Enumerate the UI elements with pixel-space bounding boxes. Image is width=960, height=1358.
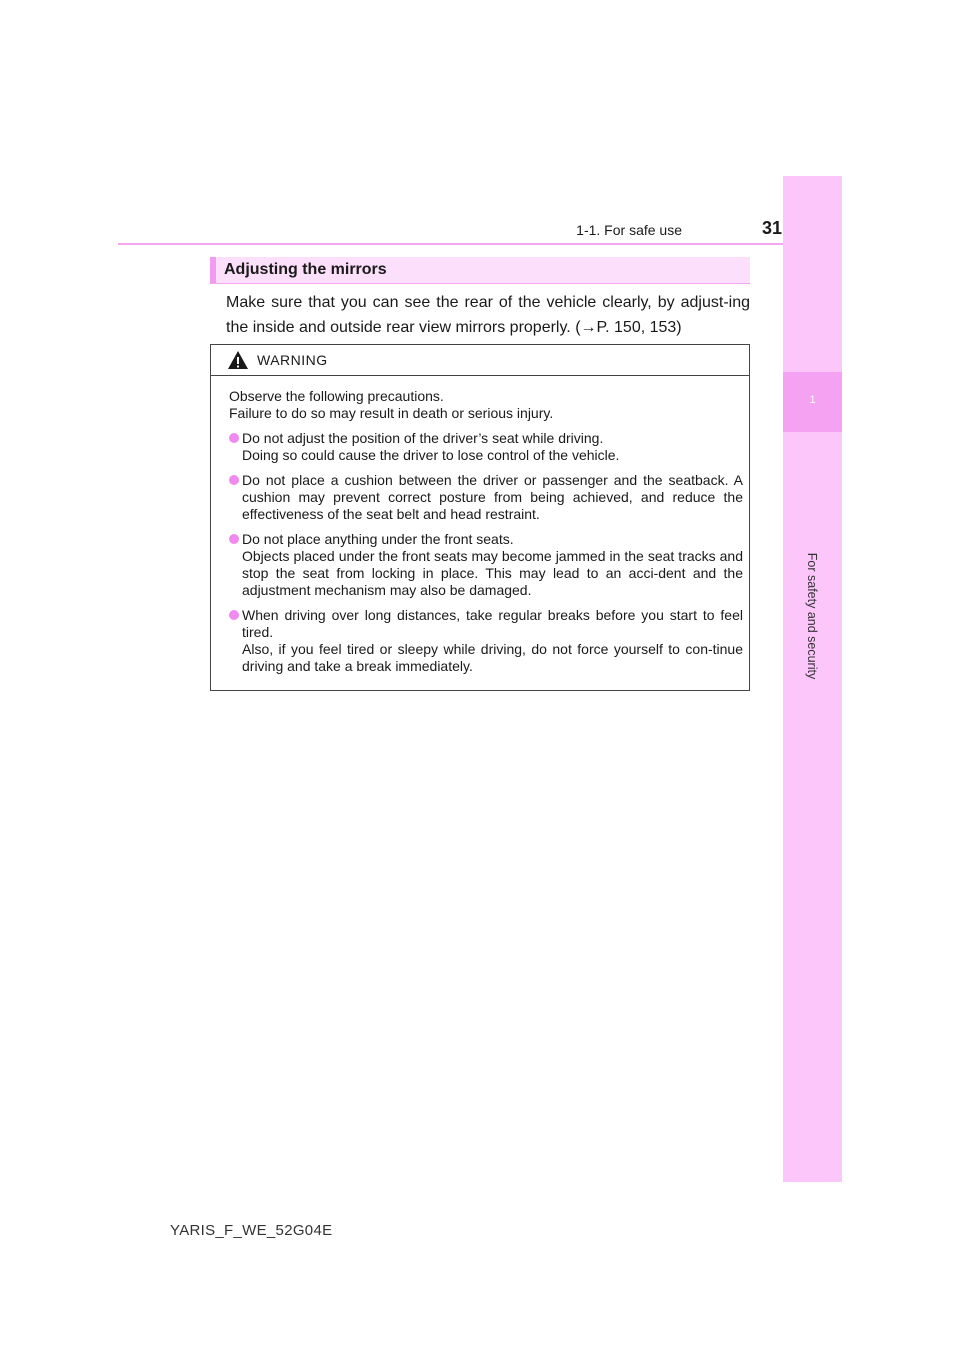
chapter-title-tab [783, 426, 842, 806]
warning-item-text: Objects placed under the front seats may become jammed in the seat tracks and stop the seat from locking in place. This may lead to an acci-dent and the adjustment mechanism may also be damaged. [242, 548, 743, 598]
warning-box [210, 344, 750, 691]
warning-lead-line: Failure to do so may result in death or serious injury. [229, 405, 554, 421]
section-intro: Make sure that you can see the rear of the vehicle clearly, by adjust-ing the inside and outside rear view mirrors properly. (→P. 150, 153) [226, 294, 750, 336]
warning-list-item [229, 531, 743, 599]
warning-list-item [229, 607, 743, 675]
section-heading-text: Adjusting the mirrors [224, 261, 387, 278]
chapter-number: 1 [809, 394, 816, 406]
warning-item-text: Do not place a cushion between the driver or passenger and the seatback. A cushion may prevent correct posture from being achieved, and reduce the effectiveness of the seat belt and head restraint. [242, 472, 743, 522]
section-heading-underline [210, 283, 750, 284]
chapter-number-tab [783, 372, 842, 432]
bullet-icon [229, 433, 239, 443]
warning-list-item [229, 430, 743, 464]
warning-lead-line: Observe the following precautions. [229, 388, 444, 404]
warning-title: WARNING [257, 352, 328, 368]
header-section-title: 1-1. For safe use [576, 222, 682, 238]
bullet-icon [229, 534, 239, 544]
warning-list-item [229, 472, 743, 523]
warning-item-text: Also, if you feel tired or sleepy while driving, do not force yourself to con-tinue driving and take a break immediately. [242, 641, 743, 674]
warning-item-text: Doing so could cause the driver to lose control of the vehicle. [242, 447, 620, 463]
warning-header [211, 345, 749, 376]
bullet-icon [229, 475, 239, 485]
warning-item-text: When driving over long distances, take regular breaks before you start to feel tired. [242, 607, 743, 640]
warning-item-text: Do not adjust the position of the driver’s seat while driving. [242, 430, 604, 446]
chapter-title: For safety and security [805, 552, 820, 680]
header-rule [118, 243, 842, 245]
footer-document-code: YARIS_F_WE_52G04E [170, 1222, 333, 1239]
chapter-side-tab[interactable] [783, 176, 842, 1182]
warning-triangle-icon [227, 350, 249, 370]
page-number: 31 [761, 218, 782, 238]
bullet-icon [229, 610, 239, 620]
warning-body [211, 376, 749, 675]
warning-item-text: Do not place anything under the front seats. [242, 531, 514, 547]
warning-list [229, 430, 743, 675]
section-heading [210, 257, 750, 283]
